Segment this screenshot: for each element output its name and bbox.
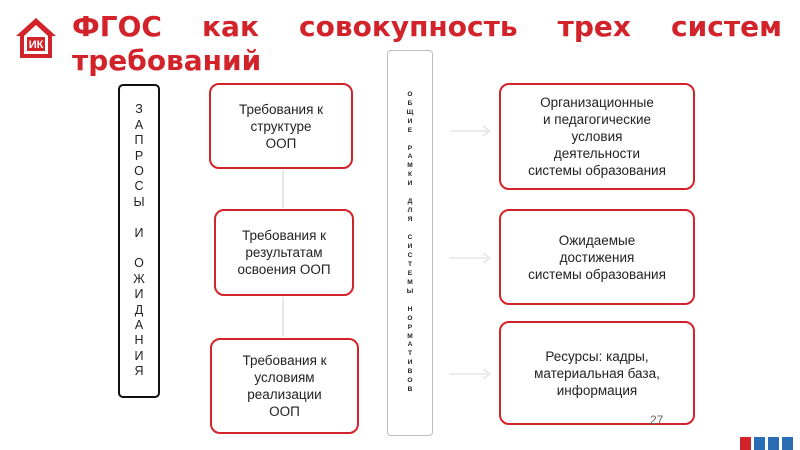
vertical-letter: М [407,332,413,340]
vertical-letter: Ж [133,271,145,286]
vertical-letter: О [134,163,144,178]
box-text: Требования к структуре ООП [238,101,324,151]
title-word: систем [671,10,782,43]
vertical-letter: Е [407,126,413,134]
vertical-letter: И [407,359,413,367]
box-text: Ресурсы: кадры, материальная база, информация [534,348,660,398]
outcome-box-achievements [499,209,695,305]
page-number: 27 [650,413,664,427]
vertical-letter: Н [134,333,144,348]
vertical-letter: М [407,162,413,170]
vertical-letter: Т [407,260,413,268]
vertical-letter: Р [407,144,413,152]
title-line-2: требований [72,44,262,77]
vertical-letter: А [407,341,413,349]
title-word: трех [557,10,631,43]
vertical-letter: Д [407,198,413,206]
requirement-box-structure [209,83,353,169]
arrow-icon [450,126,490,136]
vertical-letter: А [134,318,144,333]
vertical-letter: С [134,179,144,194]
vertical-letter: А [407,153,413,161]
vertical-letter: С [407,251,413,259]
logo-text: ИК [28,39,44,51]
vertical-letter: С [407,234,413,242]
outcome-box-conditions [499,83,695,190]
box-text: Ожидаемые достижения системы образования [528,232,666,282]
arrow-icon [450,369,490,379]
vertical-letter: О [407,90,413,98]
vertical-letter: И [134,225,144,240]
vertical-letter: В [407,386,413,394]
vertical-letter: А [134,117,144,132]
vertical-letter: И [407,242,413,250]
outcome-box-resources [499,321,695,425]
vertical-letter: И [407,117,413,125]
vertical-letter: И [134,348,144,363]
box-text: Требования к условиям реализации ООП [242,353,327,419]
vertical-letter: Щ [406,108,414,116]
vertical-letter: Д [134,302,144,317]
vertical-letter: О [407,314,413,322]
title-word: ФГОС [72,10,162,43]
vertical-letter: Р [407,323,413,331]
title-word: как [202,10,259,43]
vertical-letter: Е [407,269,413,277]
expectations-vertical-box [118,84,160,398]
vertical-letter: Т [407,350,413,358]
vertical-letter: Ы [406,287,414,295]
box-text: Требования к результатам освоения ООП [237,228,331,277]
vertical-letter: К [407,171,413,179]
vertical-letter: Я [407,216,413,224]
title-word: совокупность [299,10,518,43]
vertical-letter: Н [407,305,413,313]
framework-vertical-box [387,50,433,436]
vertical-letter: Б [407,99,413,107]
vertical-letter: Я [134,364,144,379]
box-text: Организационные и педагогические условия деятельности системы образования [528,95,666,178]
vertical-letter: О [407,377,413,385]
requirement-box-conditions [210,338,359,434]
arrow-icon [450,253,490,263]
vertical-letter: И [134,287,144,302]
corner-decoration [740,437,800,450]
requirement-box-results [214,209,354,296]
vertical-letter: М [407,278,413,286]
vertical-letter: О [134,256,144,271]
vertical-letter: Р [134,148,144,163]
vertical-letter: Ы [133,194,145,209]
vertical-letter: З [135,102,143,117]
vertical-letter: И [407,180,413,188]
vertical-letter: Л [407,207,413,215]
vertical-letter: В [407,368,413,376]
vertical-letter: П [134,133,144,148]
